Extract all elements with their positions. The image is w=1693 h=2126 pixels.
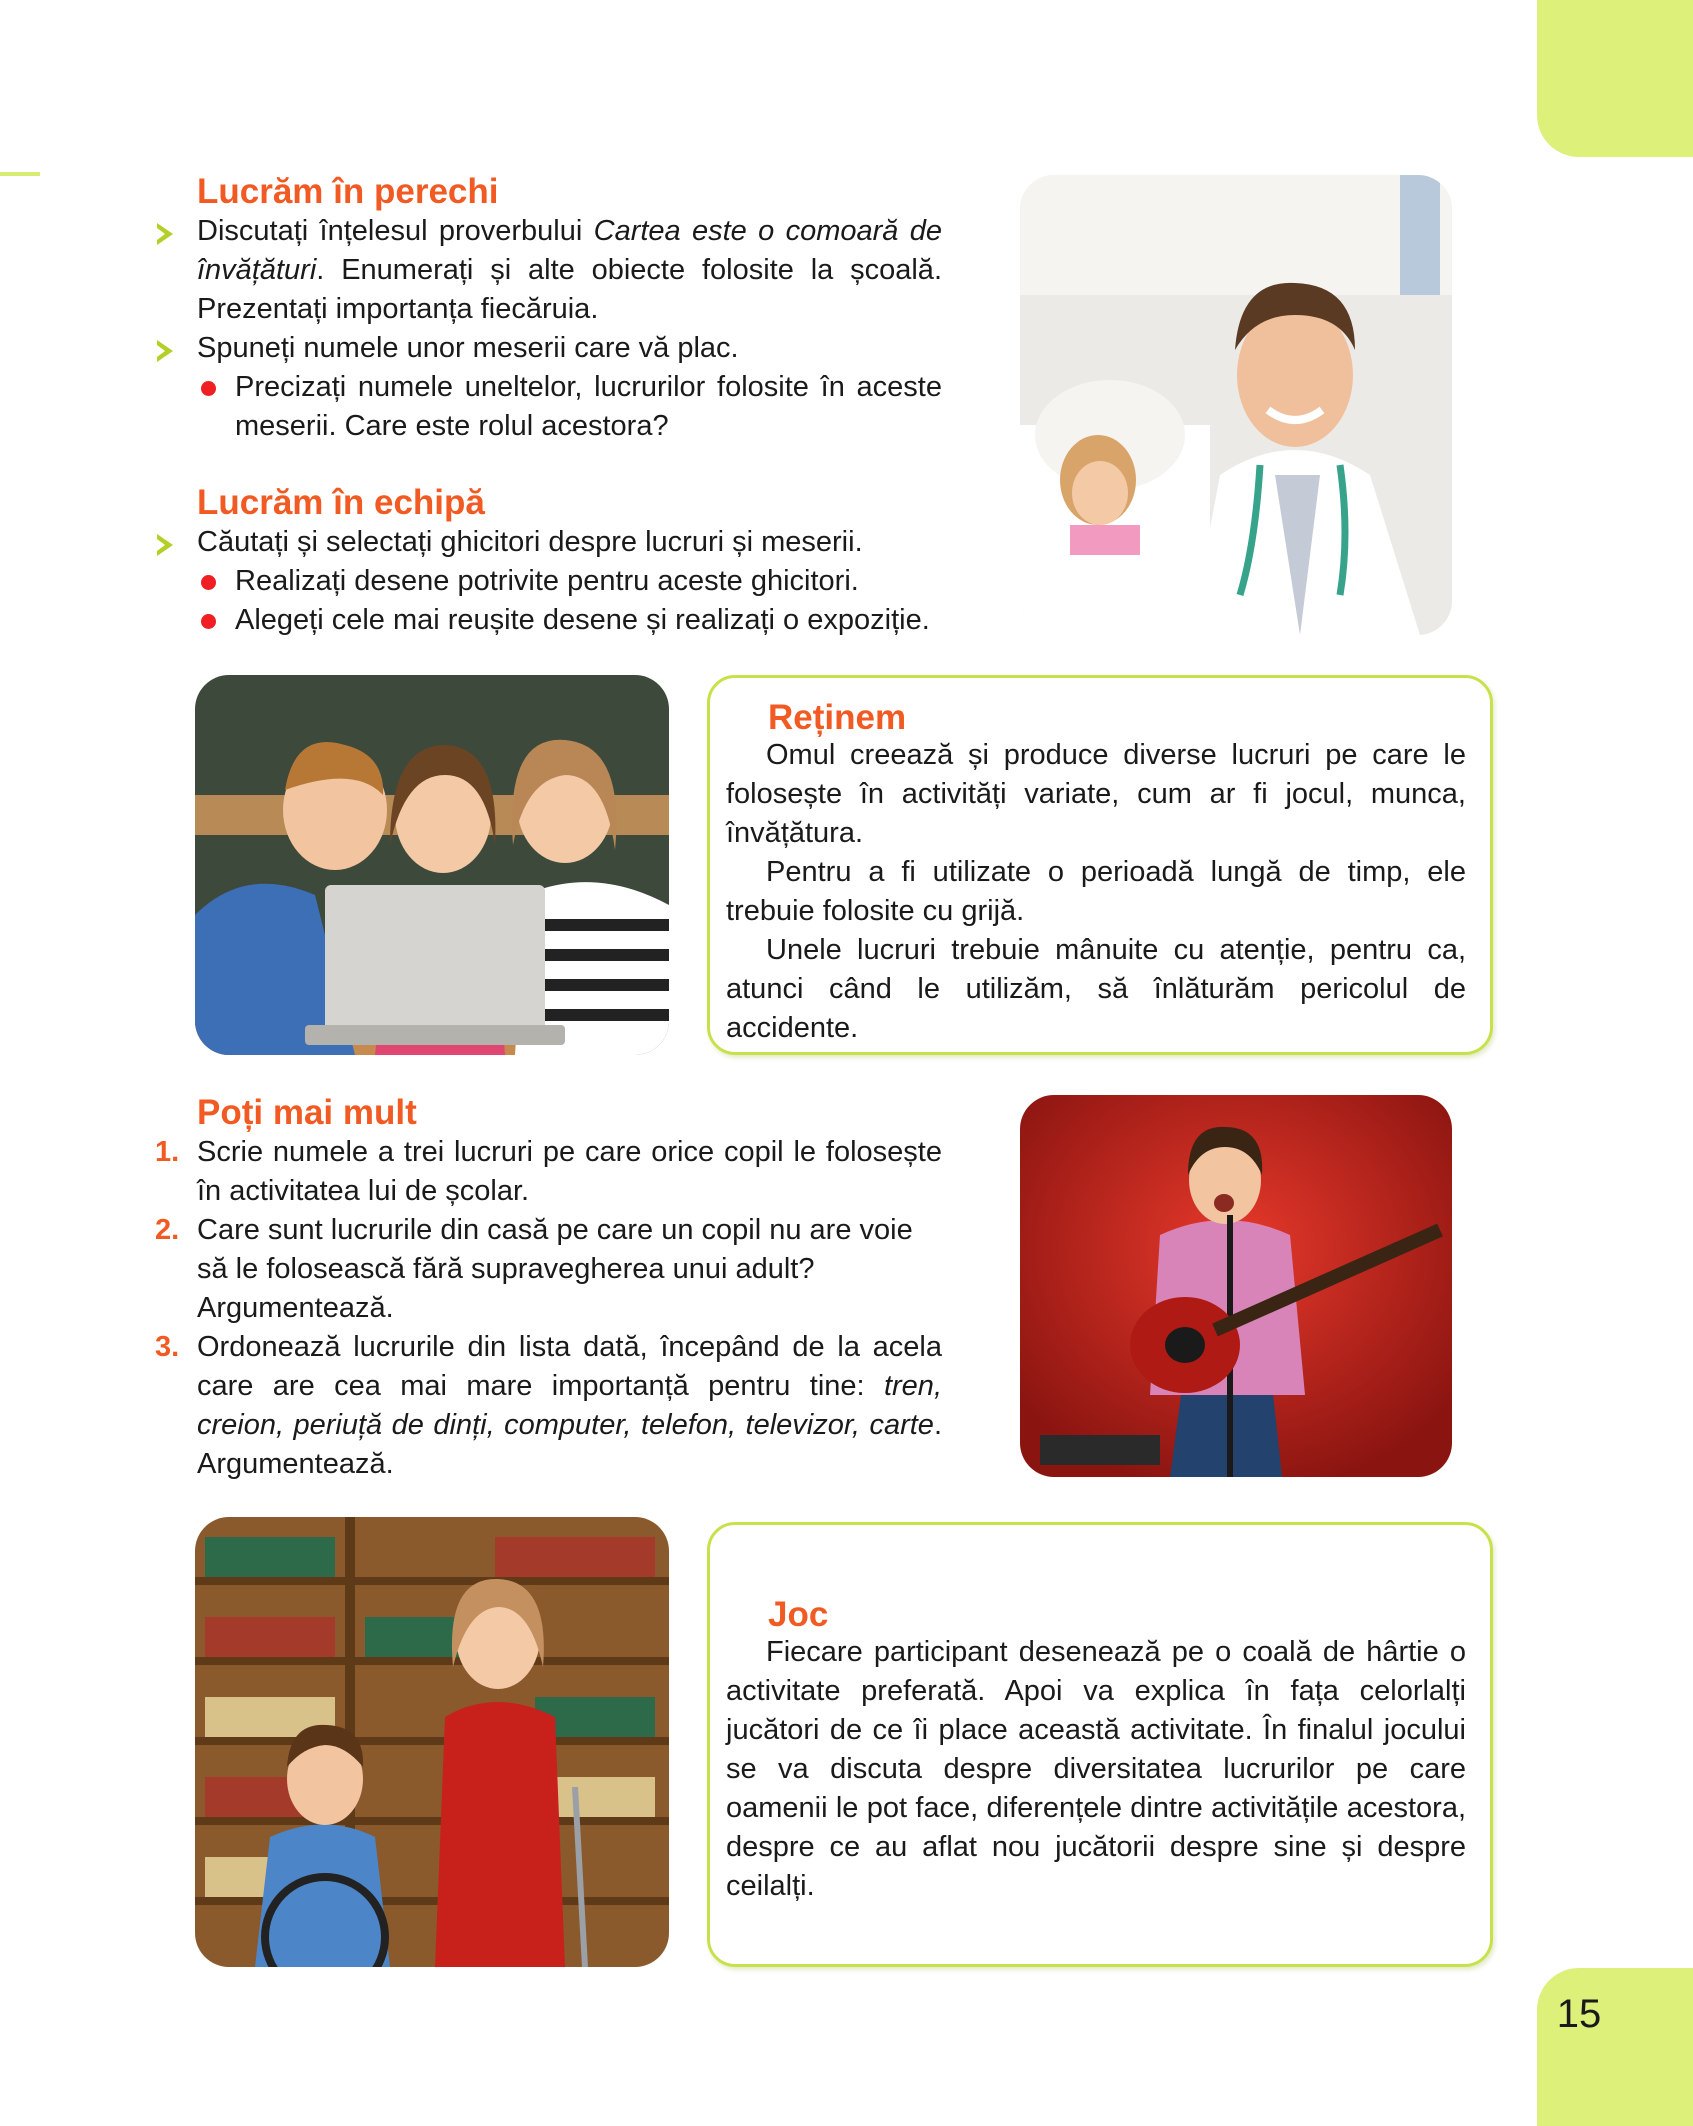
box-title: Reținem [768, 698, 907, 737]
sub-list-item: Realizați desene potrivite pentru aceste ghicitori. [235, 562, 957, 601]
dot-bullet-icon [201, 575, 216, 590]
section-title: Lucrăm în perechi [197, 172, 499, 211]
section-perechi [197, 172, 942, 446]
doctor-photo [1020, 175, 1452, 635]
section-poti [155, 1093, 942, 1484]
paragraph: Pentru a fi utilizate o perioadă lungă de timp, ele trebuie folosite cu grijă. [726, 856, 1466, 927]
corner-tab [1537, 0, 1693, 157]
paragraph: Omul creează și produce diverse lucruri pe care le folosește în activități variate, cum ar fi jocul, munca, învățătura. [726, 739, 1466, 849]
list-item: Căutați și selectați ghicitori despre lucruri și meserii. [197, 523, 957, 562]
sub-list-item: Precizați numele uneltelor, lucrurilor folosite în aceste meserii. Care este rolul acestora? [235, 368, 942, 446]
numbered-item: 3. Ordonează lucrurile din lista dată, începând de la acela care are cea mai mare importanță pentru tine: tren, creion, periuță de dinți, computer, telefon, televizor, carte. Argumentează. [155, 1331, 942, 1480]
dot-bullet-icon [201, 381, 216, 396]
section-title: Lucrăm în echipă [197, 483, 485, 522]
paragraph: Fiecare participant desenează pe o coală de hârtie o activitate preferată. Apoi va explica în fața celorlalți jucători de ce îi place această activitate. În finalul jocului se va discuta despre diversitatea lucrurilor pe care oamenii le pot face, diferențele dintre activitățile acestora, despre ce au aflat nou jucătorii despre sine și despre ceilalți. [726, 1636, 1466, 1902]
section-title: Poți mai mult [197, 1093, 417, 1132]
list-item: Spuneți numele unor meserii care vă plac. [197, 329, 942, 368]
box-title: Joc [768, 1595, 829, 1634]
box-body [726, 736, 1466, 1048]
list-item: Discutați înțelesul proverbului Cartea este o comoară de învățături. Enumerați și alte obiecte folosite la școală. Prezentați importanța fiecăruia. [197, 212, 942, 329]
retinem-box [707, 675, 1493, 1055]
arrow-bullet-icon [157, 534, 173, 556]
margin-tick [0, 172, 40, 176]
sub-list-item: Alegeți cele mai reușite desene și realizați o expoziție. [235, 601, 957, 640]
paragraph: Unele lucruri trebuie mânuite cu atenție, pentru ca, atunci când le utilizăm, să înlăturăm pericolul de accidente. [726, 934, 1466, 1044]
numbered-item: 2. Care sunt lucrurile din casă pe care un copil nu are voie să le folosească fără supravegherea unui adult? Argumentează. [155, 1214, 913, 1324]
library-photo [195, 1517, 669, 1967]
numbered-item: 1. Scrie numele a trei lucruri pe care orice copil le folosește în activitatea lui de școlar. [155, 1136, 942, 1207]
joc-box [707, 1522, 1493, 1967]
section-echipa [197, 483, 957, 640]
guitar-boy-photo [1020, 1095, 1452, 1477]
page-number: 15 [1556, 1992, 1602, 2036]
arrow-bullet-icon [157, 223, 173, 245]
dot-bullet-icon [201, 614, 216, 629]
children-laptop-photo [195, 675, 669, 1055]
arrow-bullet-icon [157, 340, 173, 362]
